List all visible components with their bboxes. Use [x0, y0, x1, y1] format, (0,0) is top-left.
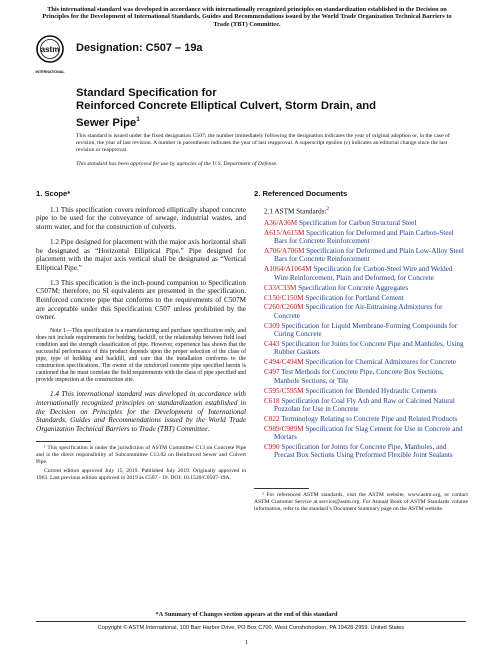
svg-text:INTERNATIONAL: INTERNATIONAL	[35, 70, 65, 74]
reference-title-link[interactable]: Specification for Carbon-Steel Wire and Welded Wire Reinforcement, Plain and Deformed, for Concrete	[274, 265, 453, 282]
reference-item	[264, 424, 468, 442]
footnote-2	[254, 492, 468, 515]
reference-title-link[interactable]: Specification for Liquid Membrane-Forming Compounds for Curing Concrete	[274, 321, 458, 339]
reference-title-link[interactable]: Specification for Air-Entraining Admixtures for Concrete	[274, 303, 443, 320]
reference-code-link[interactable]: A1064/A1064M	[264, 265, 312, 274]
reference-code-link[interactable]: A36/A36M	[264, 218, 298, 227]
title-line-3	[76, 113, 456, 130]
reference-title-link[interactable]: Specification for Coal Fly Ash and Raw or Calcined Natural Pozzolan for Use in Concrete	[274, 396, 455, 413]
reference-code-link[interactable]: C990	[264, 443, 280, 452]
scope-1-2: 1.2 Pipe designed for placement with the major axis horizontal shall be designated as “Horizontal Elliptical Pipe.” Pipe designed for placement with the major axis vertical shall be designated as “Vertical Elliptical Pipe.”	[36, 237, 246, 272]
reference-title-link[interactable]: Specification for Joints for Concrete Pipe and Manholes, Using Rubber Gaskets	[274, 340, 464, 357]
reference-title-link[interactable]: Specification for Portland Cement	[305, 293, 404, 302]
reference-title-link[interactable]: Terminology Relating to Concrete Pipe and Related Products	[281, 414, 458, 423]
reference-title-link[interactable]: Specification for Deformed and Plain Carbon-Steel Bars for Concrete Reinforcement	[274, 228, 454, 246]
reference-title-link[interactable]: Specification for Concrete Aggregates	[298, 283, 409, 292]
footnote-1-edition: Current edition approved July 15, 2019. Published July 2019. Originally approved in 1963. Last previous edition approved in 2019 as C507 - 19. DOI: 10.1520/C0507-19A.	[36, 468, 246, 482]
footer-rule	[36, 621, 466, 622]
title-line-2: Reinforced Concrete Elliptical Culvert, Storm Drain, and	[76, 100, 377, 112]
astm-standards-subheading	[264, 206, 468, 216]
reference-code-link[interactable]: C989/C989M	[264, 424, 304, 433]
reference-title-link[interactable]: Test Methods for Concrete Pipe, Concrete Box Sections, Manhole Sections, or Tile	[274, 368, 444, 385]
reference-code-link[interactable]: C497	[264, 368, 280, 377]
abstract: This standard is issued under the fixed designation C507; the number immediately following the designation indicates the year of original adoption or, in the case of revision, the year of last revision. A number in parentheses indicates the year of last reapproval. A superscript epsilon (ε) indicates an editorial change since the last revision or reapproval.	[76, 133, 450, 154]
reference-item	[264, 414, 468, 423]
reference-title-link[interactable]: Specification for Carbon Structural Steel	[298, 218, 417, 227]
scope-1-3: 1.3 This specification is the inch-pound companion to Specification C507M; therefore, no SI equivalents are presented in the specification. Reinforced concrete pipe that conforms to the requirements of C507M are acceptable under this Specification C507 unless prohibited by the owner.	[36, 278, 246, 322]
reference-code-link[interactable]: C309	[264, 321, 280, 330]
reference-item	[264, 358, 468, 367]
scope-1-1: 1.1 This specification covers reinforced elliptically shaped concrete pipe to be used for the conveyance of sewage, industrial wastes, and storm water, and for the construction of culverts.	[36, 205, 246, 232]
approval-note: This standard has been approved for use by agencies of the U.S. Department of Defense.	[76, 161, 278, 167]
astm-standards-label: 2.1 ASTM Standards:	[264, 207, 327, 216]
reference-item	[264, 368, 468, 385]
page-number: 1	[244, 639, 249, 646]
scope-heading: 1. Scope*	[36, 189, 71, 198]
footnote-2-text: ² For referenced ASTM standards, visit the ASTM website, www.astm.org, or contact ASTM Customer Service at service@astm.org. For Annual Book of ASTM Standards volume information, refer to the standard’s Document Summary page on the ASTM website.	[254, 492, 468, 512]
reference-item	[264, 283, 468, 292]
reference-item	[264, 386, 468, 395]
references-heading: 2. Referenced Documents	[254, 189, 348, 198]
reference-code-link[interactable]: C595/C595M	[264, 386, 304, 395]
reference-title-link[interactable]: Specification for Joints for Concrete Pipe, Manholes, and Precast Box Sections Using Preformed Flexible Joint Sealants	[274, 443, 453, 460]
reference-item	[264, 265, 468, 282]
footnote-rule-left	[36, 441, 91, 442]
reference-title-link[interactable]: Specification for Chemical Admixtures for Concrete	[305, 358, 457, 367]
reference-code-link[interactable]: C443	[264, 340, 280, 349]
reference-code-link[interactable]: C33/C33M	[264, 283, 297, 292]
reference-item	[264, 443, 468, 460]
scope-note-1: Note 1—This specification is a manufacturing and purchase specification only, and does not include requirements for bedding, backfill, or the relationship between field load condition and the strength classification of pipe. However, experience has shown that the successful performance of this product depends upon the proper selection of the class of pipe, type of bedding and backfill, and care that the installation conforms to the construction specifications. The owner of the reinforced concrete pipe specified herein is cautioned that he must correlate the field requirements with the class of pipe specified and provide inspection at the construction site.	[36, 328, 246, 384]
footnote-1	[36, 445, 246, 485]
reference-item	[264, 228, 468, 246]
title-line-1: Standard Specification for	[76, 87, 217, 99]
reference-code-link[interactable]: C150/C150M	[264, 293, 304, 302]
reference-list	[254, 219, 468, 460]
footnote-1-jurisdiction: ¹ This specification is under the jurisdiction of ASTM Committee C13 on Concrete Pipe and is the direct responsibility of Subcommittee C13.02 on Reinforced Sewer and Culvert Pipe.	[36, 445, 246, 465]
reference-item	[264, 303, 468, 320]
header-notice: This international standard was developed in accordance with internationally recognized principles on standardization established in the Decision on Principles for the Development of International Standards, Guides and Recommendations issued by the World Trade Organization Technical Barriers to Trade (TBT) Committee.	[42, 6, 452, 28]
reference-code-link[interactable]: A615/A615M	[264, 228, 305, 237]
reference-title-link[interactable]: Specification for Blended Hydraulic Cements	[305, 386, 437, 395]
designation: Designation: C507 – 19a	[76, 42, 203, 54]
footnote-rule-right	[254, 488, 309, 489]
reference-item	[264, 218, 468, 227]
scope-1-4: 1.4 This international standard was developed in accordance with internationally recognized principles on standardization established in the Decision on Principles for the Development of International Standards, Guides and Recommendations issued by the World Trade Organization Technical Barriers to Trade (TBT) Committee.	[36, 390, 246, 433]
document-title	[76, 87, 456, 130]
title-line-3-text: Sewer Pipe	[76, 116, 137, 129]
right-column	[254, 190, 468, 461]
reference-item	[264, 340, 468, 357]
title-footnote-mark: 1	[136, 116, 140, 123]
reference-title-link[interactable]: Specification for Slag Cement for Use in Concrete and Mortars	[274, 424, 463, 442]
reference-item	[264, 396, 468, 414]
reference-code-link[interactable]: C618	[264, 396, 280, 405]
reference-title-link[interactable]: Specification for Deformed and Plain Low-Alloy Steel Bars for Concrete Reinforcement	[274, 247, 464, 264]
reference-code-link[interactable]: C494/C494M	[264, 358, 304, 367]
astm-logo-icon	[35, 33, 65, 79]
reference-item	[264, 321, 468, 339]
reference-item	[264, 247, 468, 264]
copyright-line: Copyright © ASTM International, 100 Barr Harbor Drive, PO Box C700, West Conshohocken, PA 19428-2959. United States	[97, 625, 405, 631]
astm-standards-footnote-mark: 2	[326, 206, 329, 212]
summary-of-changes-note: *A Summary of Changes section appears at the end of this standard	[155, 611, 338, 618]
reference-code-link[interactable]: C260/C260M	[264, 303, 304, 312]
svg-text:astm: astm	[40, 45, 60, 54]
reference-code-link[interactable]: A706/A706M	[264, 247, 305, 256]
left-column	[36, 190, 246, 440]
reference-code-link[interactable]: C822	[264, 414, 280, 423]
reference-item	[264, 293, 468, 302]
